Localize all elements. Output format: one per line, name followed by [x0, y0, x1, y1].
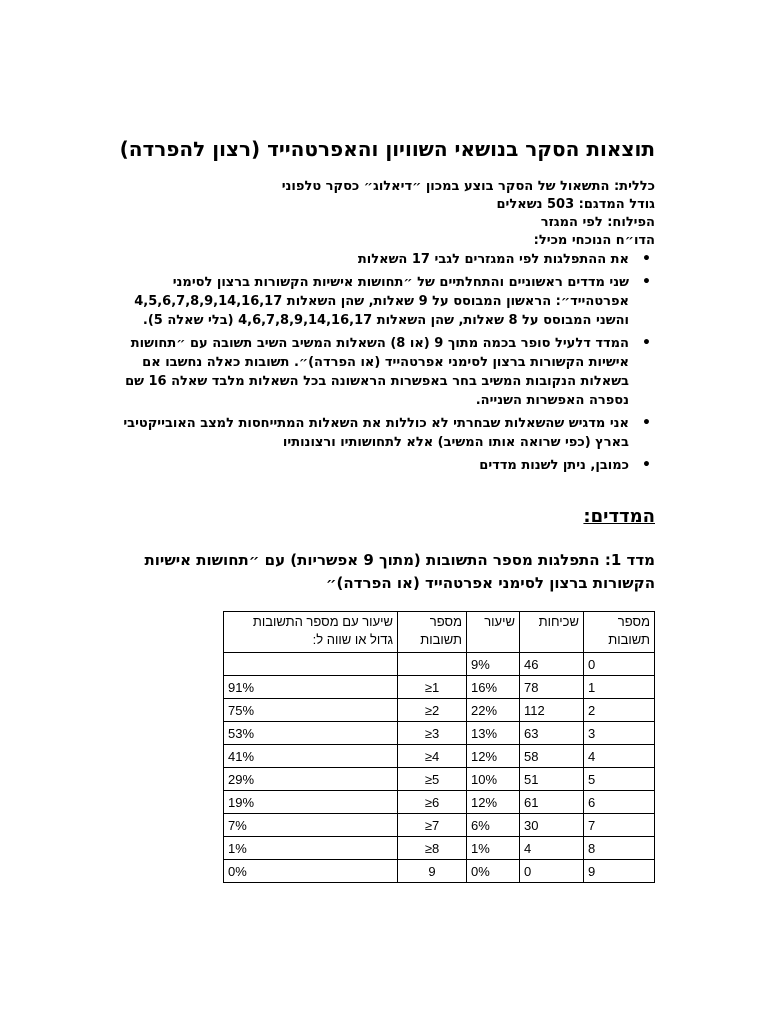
cell-rate: 16%: [467, 676, 520, 699]
cell-threshold: ≥6: [398, 791, 467, 814]
cell-frequency: 0: [520, 860, 584, 883]
table-row: [224, 653, 655, 676]
table-row: [224, 699, 655, 722]
general-line-segmentation: הפילוח: לפי המגזר: [540, 215, 655, 230]
general-line-sample-size: גודל המדגם: 503 נשאלים: [496, 197, 655, 212]
bullet-item: • שני מדדים ראשוניים והתחלתיים של ״תחושות אישיות הקשורות ברצון לסימני אפרטהייד״: הראשון המבוסס על 9 שאלות, שהן השאלות 4,5,6,7,8,9,14,16,17 והשני המבוסס על 8 שאלות, שהן השאלות 4,6,7,8,9,14,16,17 (בלי שאלה 5).: [110, 273, 655, 330]
table-row: [224, 768, 655, 791]
header-num-answers: מספר תשובות: [584, 612, 655, 653]
cell-frequency: 112: [520, 699, 584, 722]
table-row: [224, 814, 655, 837]
cell-threshold: ≥2: [398, 699, 467, 722]
cell-num-answers: 3: [584, 722, 655, 745]
header-frequency: שכיחות: [520, 612, 584, 653]
cell-num-answers: 5: [584, 768, 655, 791]
cell-rate: 12%: [467, 791, 520, 814]
general-line-contents: הדו״ח הנוכחי מכיל:: [533, 233, 655, 248]
distribution-table: [223, 611, 655, 883]
header-num-answers-2: מספר תשובות: [398, 612, 467, 653]
table-row: [224, 837, 655, 860]
section-heading: המדדים:: [583, 506, 655, 527]
table-row: [224, 860, 655, 883]
general-info: [282, 178, 655, 250]
cell-rate: 10%: [467, 768, 520, 791]
cell-num-answers: 7: [584, 814, 655, 837]
cell-cumulative-rate: [224, 653, 398, 676]
cell-cumulative-rate: 7%: [224, 814, 398, 837]
cell-threshold: ≥5: [398, 768, 467, 791]
table-header-row: [224, 612, 655, 653]
cell-threshold: ≥3: [398, 722, 467, 745]
cell-num-answers: 6: [584, 791, 655, 814]
cell-rate: 13%: [467, 722, 520, 745]
cell-rate: 9%: [467, 653, 520, 676]
cell-cumulative-rate: 41%: [224, 745, 398, 768]
bullet-item: • המדד דלעיל סופר בכמה מתוך 9 (או 8) השאלות המשיב השיב תשובה עם ״תחושות אישיות הקשורות ברצון לסימני אפרטהייד (או הפרדה)״. תשובות כאלה נחשבו אם בשאלות הנקובות המשיב בחר באפשרות הראשונה בכל השאלות מלבד שאלה 16 שם נספרה האפשרות השנייה.: [110, 334, 655, 410]
header-cumulative-rate: שיעור עם מספר התשובות גדול או שווה ל:: [224, 612, 398, 653]
cell-num-answers: 8: [584, 837, 655, 860]
cell-frequency: 51: [520, 768, 584, 791]
cell-frequency: 61: [520, 791, 584, 814]
cell-rate: 12%: [467, 745, 520, 768]
cell-threshold: ≥8: [398, 837, 467, 860]
bullet-item: • אני מדגיש שהשאלות שבחרתי לא כוללות את השאלות המתייחסות למצב האובייקטיבי בארץ (כפי שרואה אותו המשיב) אלא לתחושותיו ורצונותיו: [110, 414, 655, 452]
cell-cumulative-rate: 75%: [224, 699, 398, 722]
cell-num-answers: 1: [584, 676, 655, 699]
contents-bullet-list: [110, 250, 655, 479]
page-title: תוצאות הסקר בנושאי השוויון והאפרטהייד (רצון להפרדה): [119, 137, 655, 161]
table-row: [224, 745, 655, 768]
cell-frequency: 58: [520, 745, 584, 768]
cell-rate: 22%: [467, 699, 520, 722]
cell-num-answers: 9: [584, 860, 655, 883]
cell-frequency: 63: [520, 722, 584, 745]
cell-cumulative-rate: 0%: [224, 860, 398, 883]
cell-rate: 0%: [467, 860, 520, 883]
cell-num-answers: 4: [584, 745, 655, 768]
cell-cumulative-rate: 91%: [224, 676, 398, 699]
cell-rate: 6%: [467, 814, 520, 837]
cell-frequency: 30: [520, 814, 584, 837]
cell-cumulative-rate: 53%: [224, 722, 398, 745]
table-row: [224, 722, 655, 745]
cell-num-answers: 0: [584, 653, 655, 676]
cell-threshold: ≥7: [398, 814, 467, 837]
table-row: [224, 791, 655, 814]
cell-frequency: 46: [520, 653, 584, 676]
cell-rate: 1%: [467, 837, 520, 860]
cell-num-answers: 2: [584, 699, 655, 722]
header-rate: שיעור: [467, 612, 520, 653]
cell-frequency: 78: [520, 676, 584, 699]
general-line-survey: כללית: התשאול של הסקר בוצע במכון ״דיאלוג״ כסקר טלפוני: [281, 179, 655, 194]
cell-threshold: ≥1: [398, 676, 467, 699]
table-row: [224, 676, 655, 699]
cell-cumulative-rate: 19%: [224, 791, 398, 814]
cell-threshold: 9: [398, 860, 467, 883]
cell-threshold: ≥4: [398, 745, 467, 768]
bullet-item: • את ההתפלגות לפי המגזרים לגבי 17 השאלות: [110, 250, 655, 269]
cell-cumulative-rate: 1%: [224, 837, 398, 860]
measure-title: מדד 1: התפלגות מספר התשובות (מתוך 9 אפשריות) עם ״תחושות אישיות הקשורות ברצון לסימני אפרטהייד (או הפרדה)״: [144, 551, 655, 592]
cell-frequency: 4: [520, 837, 584, 860]
cell-threshold: [398, 653, 467, 676]
cell-cumulative-rate: 29%: [224, 768, 398, 791]
bullet-item: • כמובן, ניתן לשנות מדדים: [110, 456, 655, 475]
